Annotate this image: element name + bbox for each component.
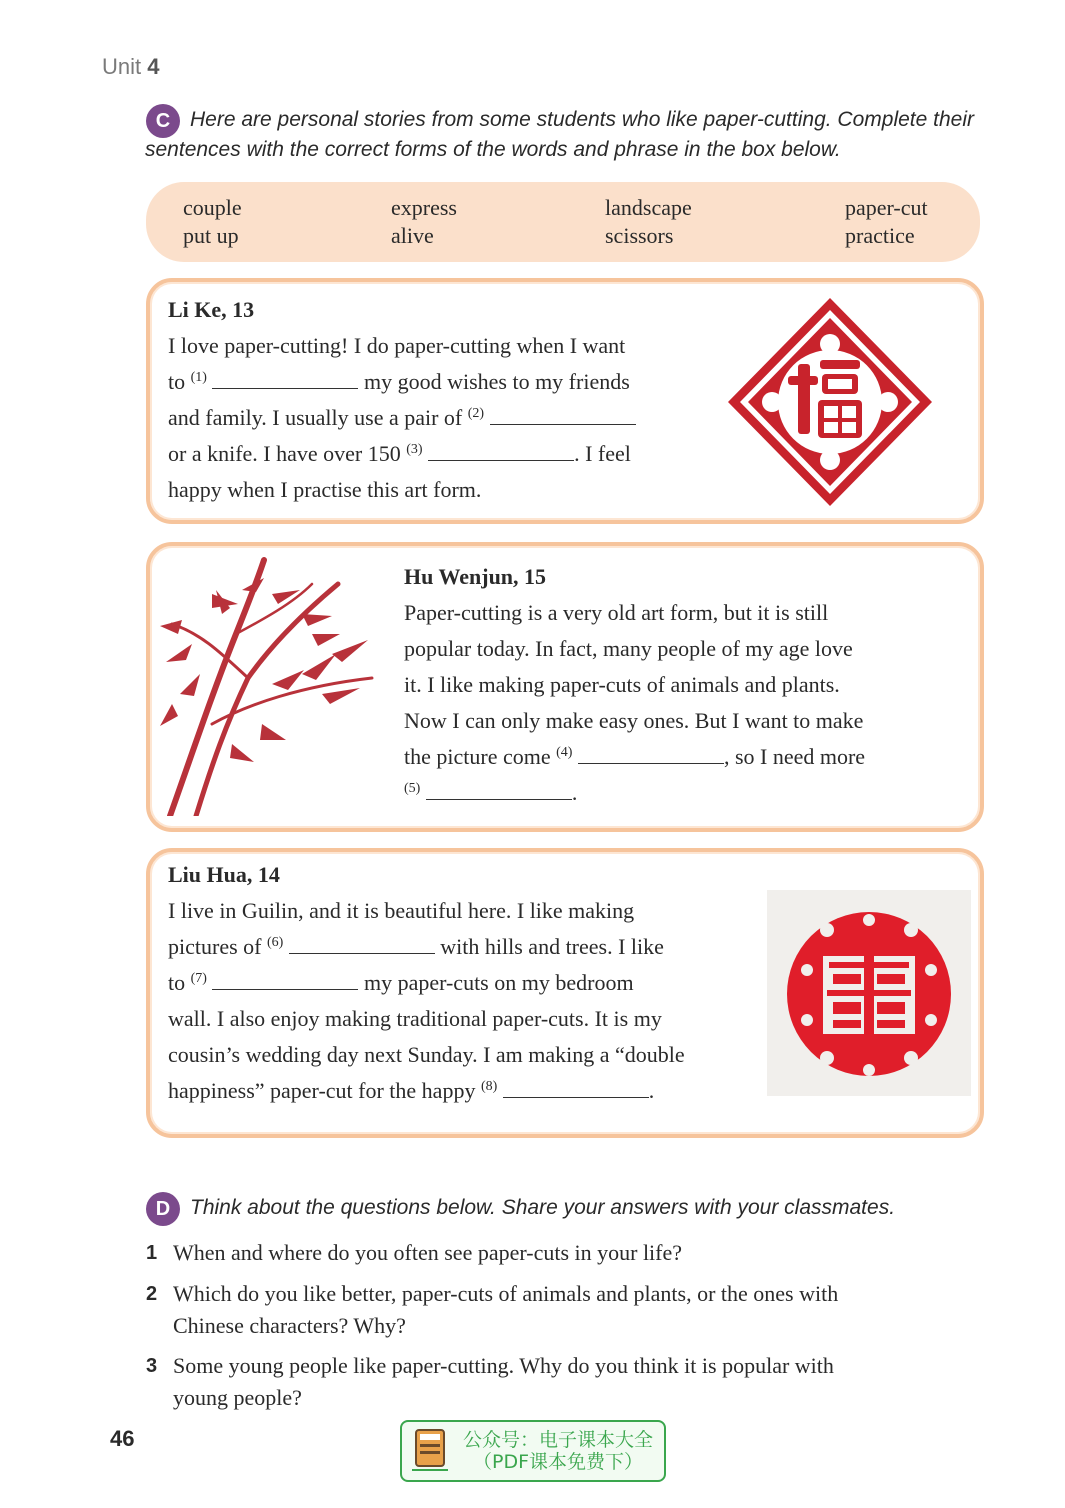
story-text-hu-wenjun: [404, 559, 964, 811]
unit-number: 4: [147, 54, 160, 79]
unit-header: [102, 54, 160, 80]
word-item: practice: [845, 223, 915, 248]
question-text: Some young people like paper-cutting. Why do you think it is popular with young people?: [173, 1353, 834, 1410]
blank-number: (1): [190, 370, 207, 385]
watermark-banner: [400, 1420, 666, 1482]
question-text: Which do you like better, paper-cuts of animals and plants, or the ones with Chinese characters? Why?: [173, 1281, 839, 1338]
bamboo-papercut-image: [152, 554, 384, 816]
answer-blank[interactable]: [212, 969, 358, 990]
question-number: 2: [146, 1283, 158, 1305]
section-d-instruction: Think about the questions below. Share your answers with your classmates.: [190, 1196, 896, 1219]
watermark-text: 公众号：电子课本大全 （PDF课本免费下）: [462, 1429, 653, 1473]
double-happiness-papercut-image: [767, 890, 971, 1096]
story-author: Liu Hua, 14: [168, 862, 280, 887]
word-item: couple: [183, 195, 242, 220]
section-c-badge: C: [146, 104, 180, 138]
answer-blank[interactable]: [578, 743, 724, 764]
blank-number: (3): [406, 442, 423, 457]
word-column: [183, 194, 242, 250]
section-d-badge: D: [146, 1192, 180, 1226]
word-item: alive: [391, 223, 434, 248]
story-author: Li Ke, 13: [168, 297, 255, 322]
page-number: 46: [110, 1426, 135, 1451]
story-line: pictures of $^{(6)}$ with hills and trees. I like: [168, 934, 664, 959]
story-line: happiness” paper-cut for the happy $^{(8)}$ .: [168, 1078, 655, 1103]
story-line: I love paper-cutting! I do paper-cutting when I want: [168, 333, 626, 358]
question-number: 3: [146, 1355, 158, 1377]
story-text-liu-hua: [168, 857, 768, 1109]
story-line: to $^{(1)}$ my good wishes to my friends: [168, 369, 630, 394]
word-item: landscape: [605, 195, 692, 220]
story-line: it. I like making paper-cuts of animals and plants.: [404, 672, 840, 697]
fu-papercut-image: [726, 296, 934, 508]
story-line: or a knife. I have over 150 $^{(3)}$ . I feel: [168, 441, 631, 466]
blank-number: (2): [467, 406, 485, 421]
answer-blank[interactable]: [426, 779, 572, 800]
answer-blank[interactable]: [212, 368, 358, 389]
word-column: [391, 194, 457, 250]
answer-blank[interactable]: [428, 440, 574, 461]
story-line: wall. I also enjoy making traditional paper-cuts. It is my: [168, 1006, 662, 1031]
unit-label: Unit: [102, 54, 142, 79]
word-item: paper-cut: [845, 195, 928, 220]
story-line: Paper-cutting is a very old art form, but it is still: [404, 600, 829, 625]
story-line: cousin’s wedding day next Sunday. I am making a “double: [168, 1042, 685, 1067]
story-line: happy when I practise this art form.: [168, 477, 482, 502]
word-column: [605, 194, 692, 250]
section-c-instruction-line1: Here are personal stories from some students who like paper-cutting. Complete their: [190, 108, 974, 131]
answer-blank[interactable]: [289, 933, 435, 954]
story-line: and family. I usually use a pair of $^{(2)}$: [168, 400, 728, 436]
blank-number: (8): [480, 1079, 498, 1094]
question-text: When and where do you often see paper-cuts in your life?: [173, 1240, 683, 1265]
answer-blank[interactable]: [490, 404, 636, 425]
story-line: I live in Guilin, and it is beautiful here. I like making: [168, 898, 635, 923]
word-box: [146, 182, 980, 262]
story-line: Now I can only make easy ones. But I want to make: [404, 708, 864, 733]
blank-number: (7): [190, 971, 207, 986]
word-item: scissors: [605, 223, 674, 248]
story-line: $^{(5)}$ .: [404, 780, 578, 805]
answer-blank[interactable]: [503, 1077, 649, 1098]
blank-number: (4): [556, 745, 573, 760]
word-item: put up: [183, 223, 239, 248]
story-text-li-ke: [168, 292, 728, 508]
story-author: Hu Wenjun, 15: [404, 564, 547, 589]
word-column: [845, 194, 928, 250]
blank-number: (5): [404, 781, 421, 796]
story-line: popular today. In fact, many people of my age love: [404, 636, 853, 661]
word-item: express: [391, 195, 457, 220]
book-icon: [402, 1424, 458, 1478]
question-number: 1: [146, 1242, 158, 1264]
story-line: to $^{(7)}$ my paper-cuts on my bedroom: [168, 970, 634, 995]
story-line: the picture come $^{(4)}$ , so I need more: [404, 744, 866, 769]
section-c-instruction-line2: sentences with the correct forms of the words and phrase in the box below.: [145, 138, 841, 161]
blank-number: (6): [266, 935, 284, 950]
